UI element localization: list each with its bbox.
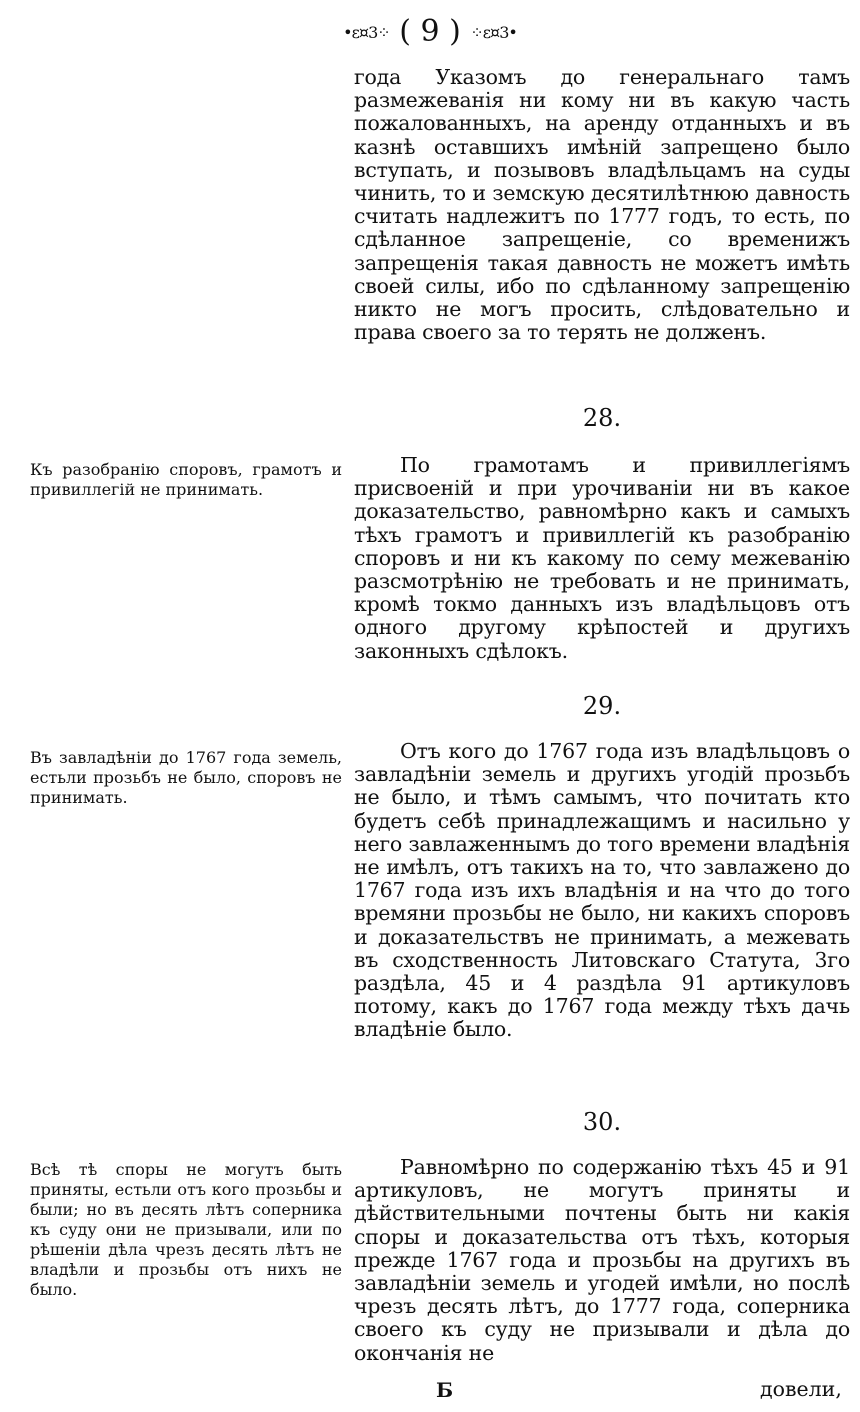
page-number: ( 9 ) bbox=[399, 14, 461, 49]
margin-note-28: Къ разобранію споровъ, грамотъ и привиллегій не принимать. bbox=[30, 460, 342, 499]
ornament-right-icon: ⁘ε¤3• bbox=[470, 23, 517, 42]
margin-note-29: Въ завладѣніи до 1767 года земель, естьли прозьбъ не было, споровъ не принимать. bbox=[30, 748, 342, 807]
section-29-text: Отъ кого до 1767 года изъ владѣльцовъ о завладѣніи земель и другихъ угодій прозьбъ не было, и тѣмъ самымъ, что почитать кто будетъ себѣ принадлежащимъ и насильно у него завлаженнымъ до того времени владѣнія не имѣлъ, отъ такихъ на то, что завлажено до 1767 года изъ ихъ владѣнія и на что до того времяни прозьбы не было, ни какихъ споровъ и доказательствъ не принимать, а межевать въ сходственность Литовскаго Статута, 3го раздѣла, 45 и 4 раздѣла 91 артикуловъ потому, какъ до 1767 года между тѣхъ дачь владѣніе было. bbox=[354, 739, 850, 1042]
section-number-28: 28. bbox=[582, 404, 622, 432]
continuation-paragraph bbox=[354, 66, 850, 344]
margin-note-30: Всѣ тѣ споры не могутъ быть приняты, естьли отъ кого прозьбы и были; но въ десять лѣтъ соперника къ суду они не призывали, или по рѣшеніи дѣла чрезъ десять лѣтъ не владѣли и прозьбы отъ нихъ не было. bbox=[30, 1160, 342, 1299]
section-28-body bbox=[354, 454, 850, 663]
section-number-30: 30. bbox=[582, 1108, 622, 1136]
signature-mark: Б bbox=[436, 1378, 454, 1402]
section-number-29: 29. bbox=[582, 692, 622, 720]
section-30-body bbox=[354, 1156, 850, 1365]
section-28-text: По грамотамъ и привиллегіямъ присвоеній и при урочиваніи ни въ какое доказательство, равномѣрно какъ и самыхъ тѣхъ грамотъ и привиллегій къ разобранію споровъ и ни къ какому по сему межеванію разсмотрѣнію не требовать и не принимать, кромѣ токмо данныхъ изъ владѣльцовъ отъ одного другому крѣпостей и другихъ законныхъ сдѣлокъ. bbox=[354, 453, 850, 663]
continuation-text: года Указомъ до генеральнаго тамъ размежеванія ни кому ни въ какую часть пожалованныхъ, на аренду отданныхъ и въ казнѣ оставшихъ имѣній запрещено было вступать, и позывовъ владѣльцамъ на суды чинить, то и земскую десятилѣтнюю давность считать надлежитъ по 1777 годъ, то есть, по сдѣланное запрещеніе, со временижъ запрещенія такая давность не можетъ имѣть своей силы, ибо по сдѣланному запрещенію никто не могъ просить, слѣдовательно и права своего за то терять не долженъ. bbox=[354, 65, 850, 345]
ornament-left-icon: •ε¤3⁘ bbox=[343, 23, 390, 42]
catchword: довели, bbox=[760, 1377, 842, 1401]
section-30-text: Равномѣрно по содержанію тѣхъ 45 и 91 артикуловъ, не могутъ приняты и дѣйствительными почтены быть ни какія споры и доказательства отъ тѣхъ, которыя прежде 1767 года и прозьбы на другихъ въ завладѣніи земель и угодей имѣли, но послѣ чрезъ десять лѣтъ, до 1777 года, соперника своего къ суду не призывали и дѣла до окончанія не bbox=[354, 1155, 850, 1365]
page-header bbox=[0, 14, 860, 51]
section-29-body bbox=[354, 740, 850, 1042]
